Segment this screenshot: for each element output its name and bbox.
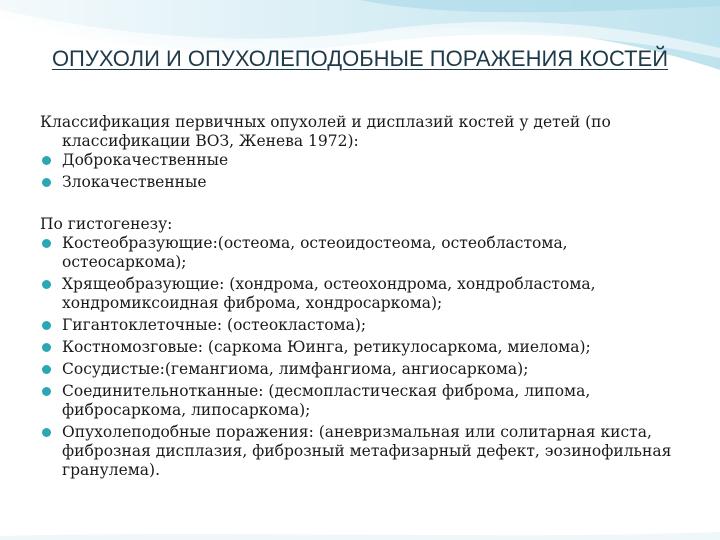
bullet-dot-icon [42, 428, 51, 437]
list-item: Хрящеобразующие: (хондрома, остеохондрома, хондробластома, хондромиксоидная фиброма, хондросаркома); [40, 275, 690, 313]
list-item: Соединительнотканные: (десмопластическая фиброма, липома, фибросаркома, липосаркома); [40, 382, 690, 420]
slide-title: ОПУХОЛИ И ОПУХОЛЕПОДОБНЫЕ ПОРАЖЕНИЯ КОСТЕЙ [51, 46, 669, 71]
slide-body [40, 113, 690, 483]
who-category-list [40, 151, 690, 192]
list-item: Доброкачественные [40, 151, 690, 170]
who-classification-intro: Классификация первичных опухолей и дисплазий костей у детей (по классификации ВОЗ, Женева 1972): [40, 113, 611, 150]
bullet-dot-icon [42, 178, 51, 187]
list-item: Костномозговые: (саркома Юинга, ретикулосаркома, миелома); [40, 338, 690, 357]
bullet-dot-icon [42, 280, 51, 289]
bullet-dot-icon [42, 387, 51, 396]
list-item: Гигантоклеточные: (остеокластома); [40, 316, 690, 335]
bullet-dot-icon [42, 156, 51, 165]
bullet-dot-icon [42, 365, 51, 374]
list-item: Сосудистые:(гемангиома, лимфангиома, ангиосаркома); [40, 360, 690, 379]
histogenesis-list [40, 234, 690, 480]
histogenesis-intro: По гистогенезу: [40, 215, 173, 233]
list-item: Опухолеподобные поражения: (аневризмальная или солитарная киста, фиброзная дисплазия, фиброзный метафизарный дефект, эозинофильная гранулема). [40, 423, 690, 480]
bullet-dot-icon [42, 321, 51, 330]
bullet-dot-icon [42, 343, 51, 352]
spacer [40, 195, 690, 215]
list-item: Костеобразующие:(остеома, остеоидостеома, остеобластома, остеосаркома); [40, 234, 690, 272]
list-item: Злокачественные [40, 173, 690, 192]
bullet-dot-icon [42, 239, 51, 248]
